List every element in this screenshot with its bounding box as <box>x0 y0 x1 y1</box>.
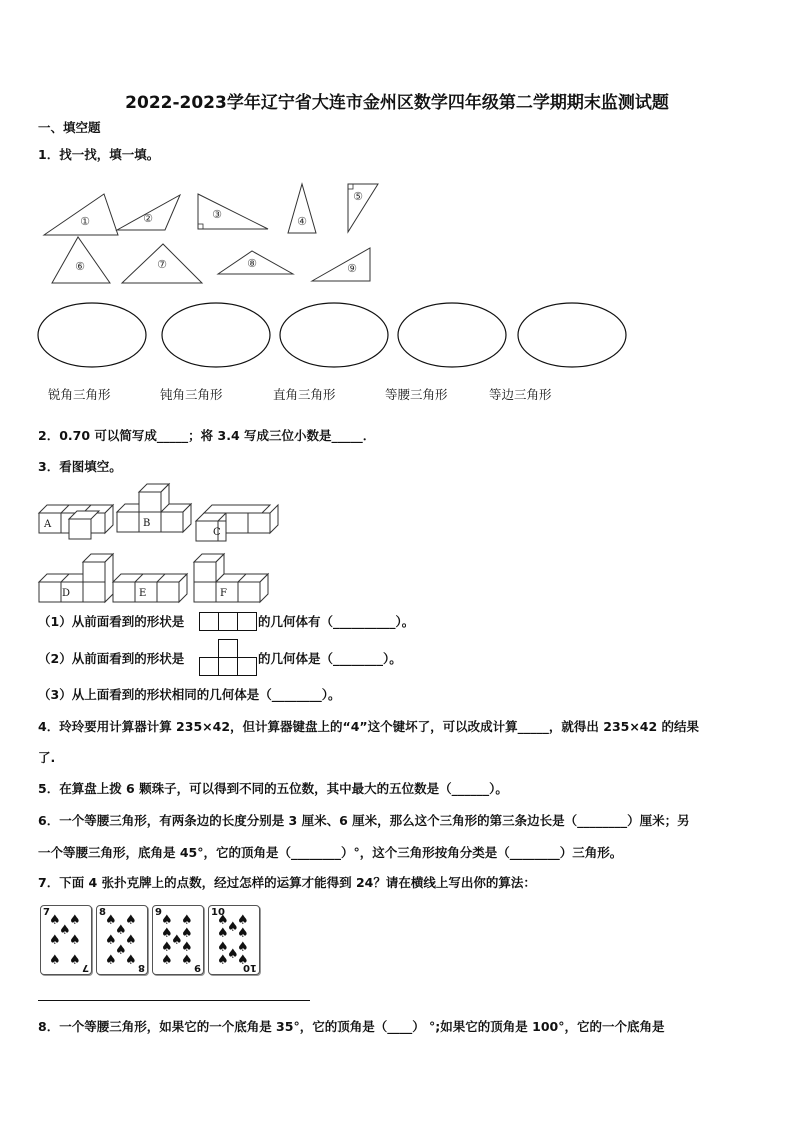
spade-icon: ♠ <box>217 940 229 955</box>
triangle-mark-6: ⑥ <box>75 260 85 273</box>
triangle-3 <box>198 194 268 229</box>
spade-icon: ♠ <box>217 953 229 968</box>
spade-icon: ♠ <box>105 913 117 928</box>
spade-icon: ♠ <box>125 953 137 968</box>
spade-icon: ♠ <box>161 926 173 941</box>
triangle-mark-1: ① <box>80 215 90 228</box>
solid-F <box>194 554 268 602</box>
spade-icon: ♠ <box>181 953 193 968</box>
card-rank: 7 <box>43 907 50 918</box>
category-label-acute: 锐角三角形 <box>48 387 111 402</box>
spade-icon: ♠ <box>237 940 249 955</box>
category-ellipse-3 <box>280 303 388 367</box>
card-rank: 10 <box>243 962 257 973</box>
spade-icon: ♠ <box>125 913 137 928</box>
playing-card-8 <box>96 905 148 975</box>
spade-icon: ♠ <box>105 953 117 968</box>
spade-icon: ♠ <box>237 953 249 968</box>
question-4-line-2: 了. <box>38 750 56 765</box>
triangle-mark-7: ⑦ <box>157 258 167 271</box>
triangles-figure <box>0 0 794 300</box>
spade-icon: ♠ <box>217 926 229 941</box>
question-6-line-2: 一个等腰三角形，底角是 45°，它的顶角是（________）°，这个三角形按角分类是（________）三角形。 <box>38 845 623 860</box>
question-3-part-2a: （2）从前面看到的形状是 <box>38 651 185 666</box>
spade-icon: ♠ <box>115 923 127 938</box>
card-rank: 9 <box>155 907 162 918</box>
spade-icon: ♠ <box>237 926 249 941</box>
solid-label-C: C <box>213 527 221 538</box>
category-label-equilateral: 等边三角形 <box>489 387 552 402</box>
solid-label-D: D <box>62 588 71 599</box>
solid-C <box>196 505 278 541</box>
cube-solids-figure <box>0 470 794 670</box>
page-title: 2022-2023学年辽宁省大连市金州区数学四年级第二学期期末监测试题 <box>125 93 669 113</box>
spade-icon: ♠ <box>217 913 229 928</box>
spade-icon: ♠ <box>115 943 127 958</box>
spade-icon: ♠ <box>49 933 61 948</box>
spade-icon: ♠ <box>181 926 193 941</box>
section-heading: 一、填空题 <box>38 120 101 135</box>
question-5-text: 5．在算盘上拨 6 颗珠子，可以得到不同的五位数，其中最大的五位数是（______）。 <box>38 781 508 796</box>
triangle-mark-3: ③ <box>212 208 222 221</box>
question-7-text: 7．下面 4 张扑克牌上的点数，经过怎样的运算才能得到 24？请在横线上写出你的算法： <box>38 875 536 890</box>
front-view-shape-1 <box>199 612 259 632</box>
category-ellipse-1 <box>38 303 146 367</box>
front-view-shape-2 <box>199 639 259 679</box>
playing-card-7 <box>40 905 92 975</box>
solid-E <box>113 574 187 602</box>
question-2-text: 2．0.70 可以简写成_____；将 3.4 写成三位小数是_____． <box>38 428 376 443</box>
category-ellipse-4 <box>398 303 506 367</box>
card-rank: 8 <box>99 907 106 918</box>
question-8-text: 8．一个等腰三角形，如果它的一个底角是 35°，它的顶角是（____） °;如果它的顶角是 100°，它的一个底角是 <box>38 1019 665 1034</box>
triangle-mark-4: ④ <box>297 215 307 228</box>
category-ellipse-2 <box>162 303 270 367</box>
triangle-mark-8: ⑧ <box>247 257 257 270</box>
answer-line <box>38 1000 310 1001</box>
spade-icon: ♠ <box>105 933 117 948</box>
solid-D <box>39 554 113 602</box>
spade-icon: ♠ <box>59 923 71 938</box>
spade-icon: ♠ <box>49 953 61 968</box>
spade-icon: ♠ <box>227 947 239 962</box>
triangle-mark-2: ② <box>143 212 153 225</box>
spade-icon: ♠ <box>161 913 173 928</box>
spade-icon: ♠ <box>227 920 239 935</box>
spade-icon: ♠ <box>69 933 81 948</box>
category-ellipse-5 <box>518 303 626 367</box>
card-rank: 10 <box>211 907 225 918</box>
playing-card-9 <box>152 905 204 975</box>
question-4-line-1: 4．玲玲要用计算器计算 235×42，但计算器键盘上的“4”这个键坏了，可以改成计算_____，就得出 235×42 的结果 <box>38 719 700 734</box>
spade-icon: ♠ <box>171 933 183 948</box>
spade-icon: ♠ <box>125 933 137 948</box>
category-label-obtuse: 钝角三角形 <box>160 387 223 402</box>
solid-B <box>117 484 191 532</box>
question-3-text: 3．看图填空。 <box>38 459 122 474</box>
spade-icon: ♠ <box>161 953 173 968</box>
card-rank: 8 <box>138 962 145 973</box>
question-3-part-2b: 的几何体是（________）。 <box>258 651 402 666</box>
solid-label-A: A <box>44 519 52 530</box>
spade-icon: ♠ <box>49 913 61 928</box>
question-1-text: 1．找一找，填一填。 <box>38 147 160 162</box>
spade-icon: ♠ <box>69 913 81 928</box>
spade-icon: ♠ <box>181 940 193 955</box>
triangle-mark-5: ⑤ <box>353 190 363 203</box>
triangle-9 <box>312 248 370 281</box>
spade-icon: ♠ <box>181 913 193 928</box>
spade-icon: ♠ <box>161 940 173 955</box>
solid-label-F: F <box>220 588 227 599</box>
category-label-right: 直角三角形 <box>273 387 336 402</box>
spade-icon: ♠ <box>69 953 81 968</box>
question-3-part-3: （3）从上面看到的形状相同的几何体是（________）。 <box>38 687 341 702</box>
question-3-part-1b: 的几何体有（__________）。 <box>258 614 415 629</box>
question-6-line-1: 6．一个等腰三角形，有两条边的长度分别是 3 厘米、6 厘米，那么这个三角形的第三条边长是（________）厘米；另 <box>38 813 690 828</box>
spade-icon: ♠ <box>237 913 249 928</box>
card-rank: 7 <box>82 962 89 973</box>
question-3-part-1a: （1）从前面看到的形状是 <box>38 614 185 629</box>
solid-label-B: B <box>143 518 151 529</box>
playing-card-10 <box>208 905 260 975</box>
triangle-mark-9: ⑨ <box>347 262 357 275</box>
card-rank: 9 <box>194 962 201 973</box>
category-label-isosceles: 等腰三角形 <box>385 387 448 402</box>
solid-label-E: E <box>139 588 147 599</box>
